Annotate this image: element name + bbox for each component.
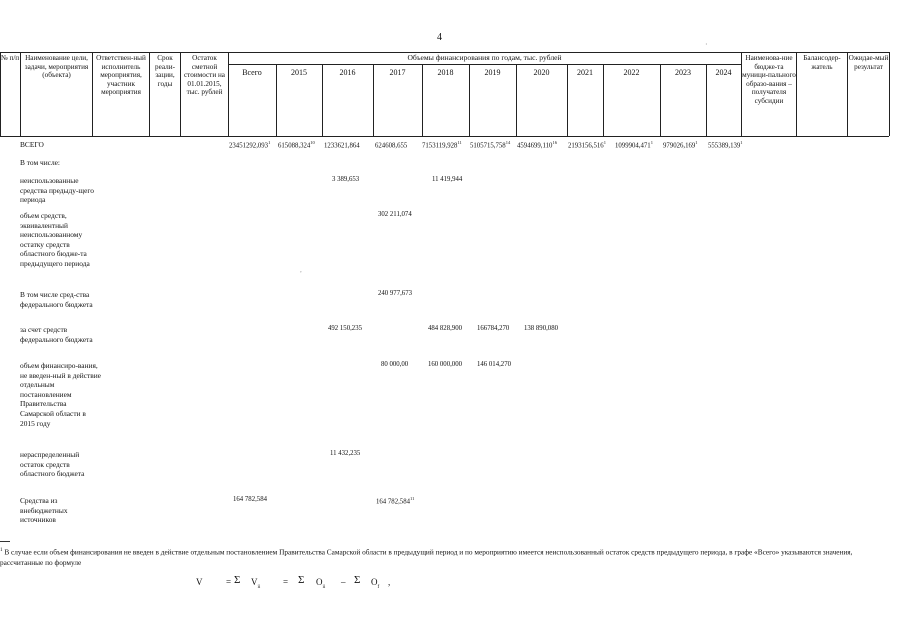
header-year: 2022: [623, 68, 640, 77]
header-responsible: Ответствен-ный исполнитель мероприятия, участник мероприятия: [96, 54, 146, 97]
header-year: 2017: [389, 68, 406, 77]
header-name: Наименование цели, задачи, мероприятия (объекта): [24, 54, 89, 80]
page-number: 4: [437, 32, 442, 43]
header-year: 2021: [577, 68, 593, 77]
formula-term: $O_{ii}$: [316, 577, 326, 590]
row-label-not-in-force: объем финансиро-вания, не введен-ный в действие отдельным постановлением Правительства Самарской области в 2015 году: [20, 361, 101, 428]
value-fedacc-2016: 492 150,235: [328, 325, 362, 332]
value-total: 5105715,758$^{14}$: [470, 140, 511, 150]
formula-term: $V_{ii}$: [251, 577, 261, 590]
value-undist-2016: 11 432,235: [330, 450, 361, 457]
header-year: 2024: [715, 68, 732, 77]
value-total: 23451292,093$^1$: [229, 140, 271, 150]
scan-dot: ,: [300, 266, 302, 274]
row-label-federal-account: за счет средств федерального бюджета: [20, 325, 93, 344]
header-total-col: Всего: [242, 68, 262, 77]
header-budget-name: Наименова-ние бюдже-та муници-пального образо-вания – получателя субсидии: [742, 54, 796, 105]
formula-comma: ,: [388, 577, 391, 587]
scan-mark: ·: [705, 40, 708, 49]
table-header: [0, 52, 889, 136]
funding-subheader-line: [228, 64, 741, 65]
formula-sigma: Σ: [234, 574, 241, 586]
header-year: 2019: [484, 68, 501, 77]
formula-sigma: Σ: [298, 574, 305, 586]
footnote-text: В случае если объем финансирования не введен в действие отдельным постановлением Правительства Самарской области в предыдущий период и по мероприятию имеется неиспользованный остаток средств предыдущего периода, в графе «Всего» указываются значения, рассчитанные по формуле: [0, 547, 853, 568]
header-bottom-border: [0, 136, 889, 137]
value-unused-2016: 3 389,653: [332, 176, 360, 183]
header-year: 2016: [339, 68, 356, 77]
value-total: 7153119,928$^{11}$: [422, 140, 462, 150]
value-total: 555389,139$^1$: [708, 140, 743, 150]
value-notin-2017: 80 000,00: [381, 361, 409, 368]
formula-lhs: V: [196, 577, 203, 587]
value-notin-2018: 160 000,000: [428, 361, 462, 368]
footnote: [0, 545, 895, 568]
header-year: 2023: [675, 68, 691, 77]
header-no: № п/п: [0, 54, 20, 62]
footnote-rule: [0, 541, 10, 542]
value-fedacc-2020: 138 890,080: [524, 325, 558, 332]
row-label-extrabudgetary: Средства из внебюджетных источников: [20, 496, 68, 525]
header-year: 2015: [291, 68, 307, 77]
formula-term: $O_f$: [371, 577, 380, 590]
header-residual: Остаток сметной стоимости на 01.01.2015, тыс. рублей: [183, 54, 225, 97]
header-term: Срок реали-зации, годы: [155, 54, 175, 88]
value-total: 1233621,864: [324, 142, 360, 150]
header-result: Ожидае-мый результат: [848, 54, 889, 71]
header-holder: Балансодер-жатель: [803, 54, 841, 71]
value-equivalent-2017: 302 211,074: [378, 211, 412, 218]
formula-sigma: Σ: [354, 574, 361, 586]
value-total: 624608,655: [375, 142, 408, 150]
row-label-undistributed: нераспределенный остаток средств областного бюджета: [20, 450, 85, 479]
header-year: 2018: [437, 68, 454, 77]
value-total: 979026,169$^1$: [663, 140, 698, 150]
value-extra-total: 164 782,584: [233, 496, 267, 503]
row-label-including: В том числе:: [20, 158, 60, 167]
header-year: 2020: [533, 68, 550, 77]
value-notin-2019: 146 014,270: [477, 361, 511, 368]
value-federal-2017: 240 977,673: [378, 290, 412, 297]
formula-equals: =: [226, 577, 232, 587]
value-extra-2017: 164 782,584$^{11}$: [376, 496, 415, 506]
value-unused-2018: 11 419,944: [432, 176, 463, 183]
row-label-equivalent: объем средств, эквивалентный неиспользованному остатку средств областного бюдже-та предыдущего периода: [20, 211, 90, 268]
footnote-mark: 1: [0, 548, 3, 553]
value-total: 615088,324$^{10}$: [278, 140, 315, 150]
row-label-federal: В том числе сред-ства федерального бюджета: [20, 290, 93, 309]
value-total: 4594699,110$^{16}$: [517, 140, 557, 150]
value-fedacc-2018: 484 828,900: [428, 325, 462, 332]
value-total: 2193156,516$^1$: [568, 140, 606, 150]
value-fedacc-2019: 166784,270: [477, 325, 510, 332]
row-label-unused: неиспользованные средства предыду-щего периода: [20, 176, 94, 205]
formula-minus: –: [341, 577, 346, 587]
formula-equals: =: [283, 577, 289, 587]
value-total: 1099904,471$^1$: [615, 140, 653, 150]
header-funding-title: Объемы финансирования по годам, тыс. рублей: [407, 53, 562, 62]
row-label-total: ВСЕГО: [20, 140, 44, 149]
